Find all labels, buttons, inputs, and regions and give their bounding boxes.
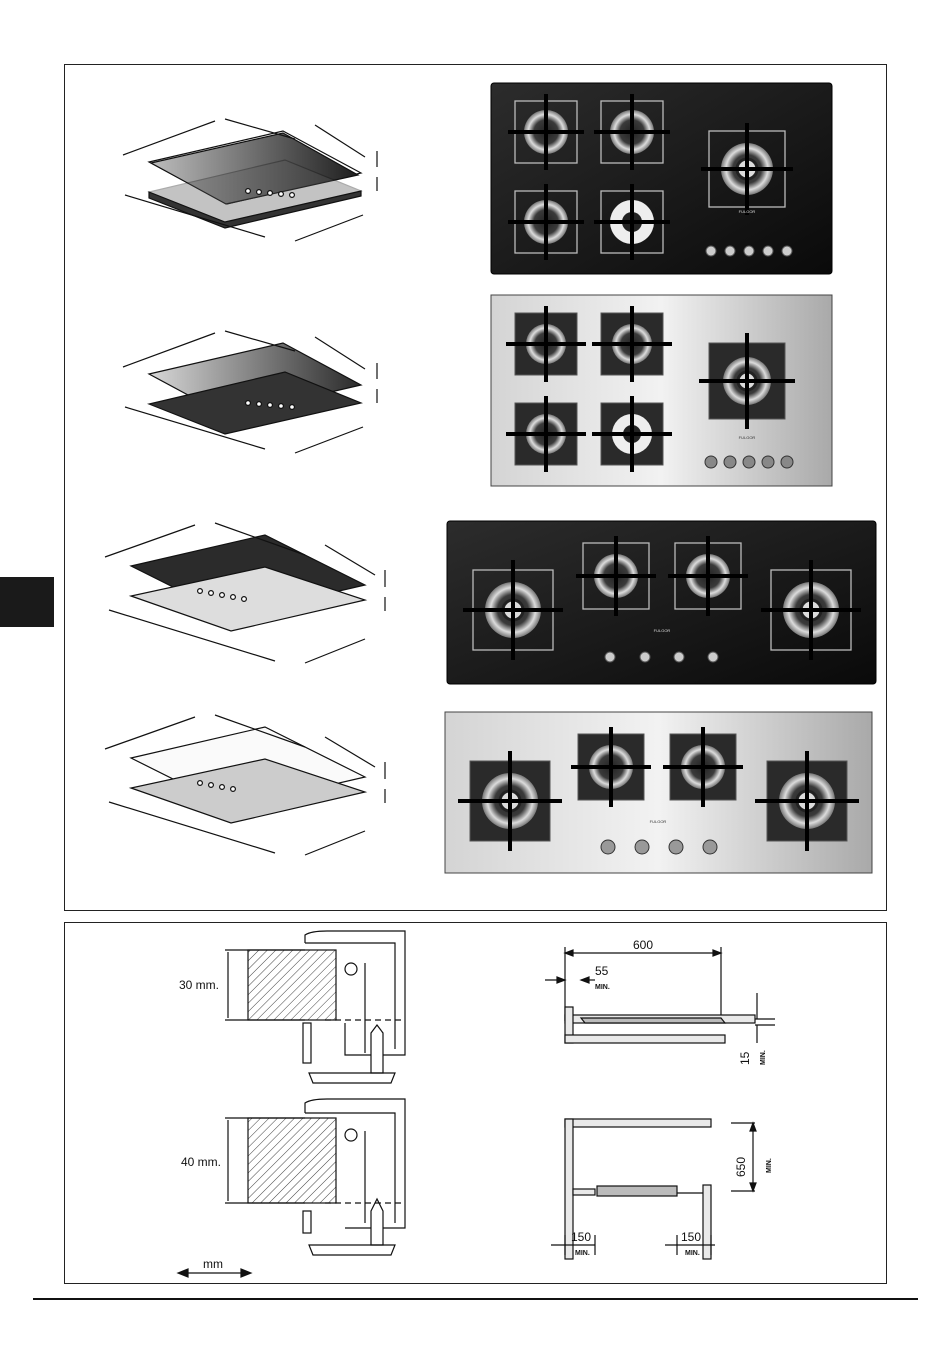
clamp-detail-40 [225,1099,405,1255]
brand-label-2: FULGOR [738,435,756,440]
unit-label: mm [203,1257,223,1271]
hob-iso-3 [105,523,385,663]
clearance-worktop-section [545,947,775,1043]
footer-rule [33,1298,918,1300]
clearance-rear-value: 55 [595,964,609,978]
hob-iso-2 [123,331,377,453]
hob-iso-4 [105,715,385,855]
clearance-above-min: MIN. [766,1158,773,1173]
hob-photo-black-2 [447,521,876,684]
hob-photo-black-1 [491,83,832,274]
hob-models-drawing [65,65,886,910]
clearance-above-value: 650 [734,1156,748,1177]
clamp-40-label: 40 mm. [181,1155,222,1169]
clearance-rear-min: MIN. [595,984,610,991]
brand-label-4: FULGOR [649,819,667,824]
clearance-side-right-min: MIN. [685,1250,700,1257]
clearance-below-min: MIN. [760,1050,767,1065]
hob-iso-1 [123,119,377,241]
installation-panel [64,922,887,1284]
hob-models-panel [64,64,887,911]
brand-label-3: FULGOR [653,628,671,633]
clearance-below-value: 15 [738,1051,752,1065]
clamp-detail-30 [225,931,405,1083]
installation-drawing [65,923,886,1283]
hob-photo-steel-1 [491,295,832,486]
clamp-30-label: 30 mm. [179,978,220,992]
clearance-side-left-min: MIN. [575,1250,590,1257]
hob-photo-steel-2 [445,712,872,873]
clearance-side-left-value: 150 [571,1230,592,1244]
clearance-width-value: 600 [633,938,654,952]
brand-label-1: FULGOR [738,209,756,214]
section-tab [0,577,54,627]
clearance-side-right-value: 150 [681,1230,702,1244]
